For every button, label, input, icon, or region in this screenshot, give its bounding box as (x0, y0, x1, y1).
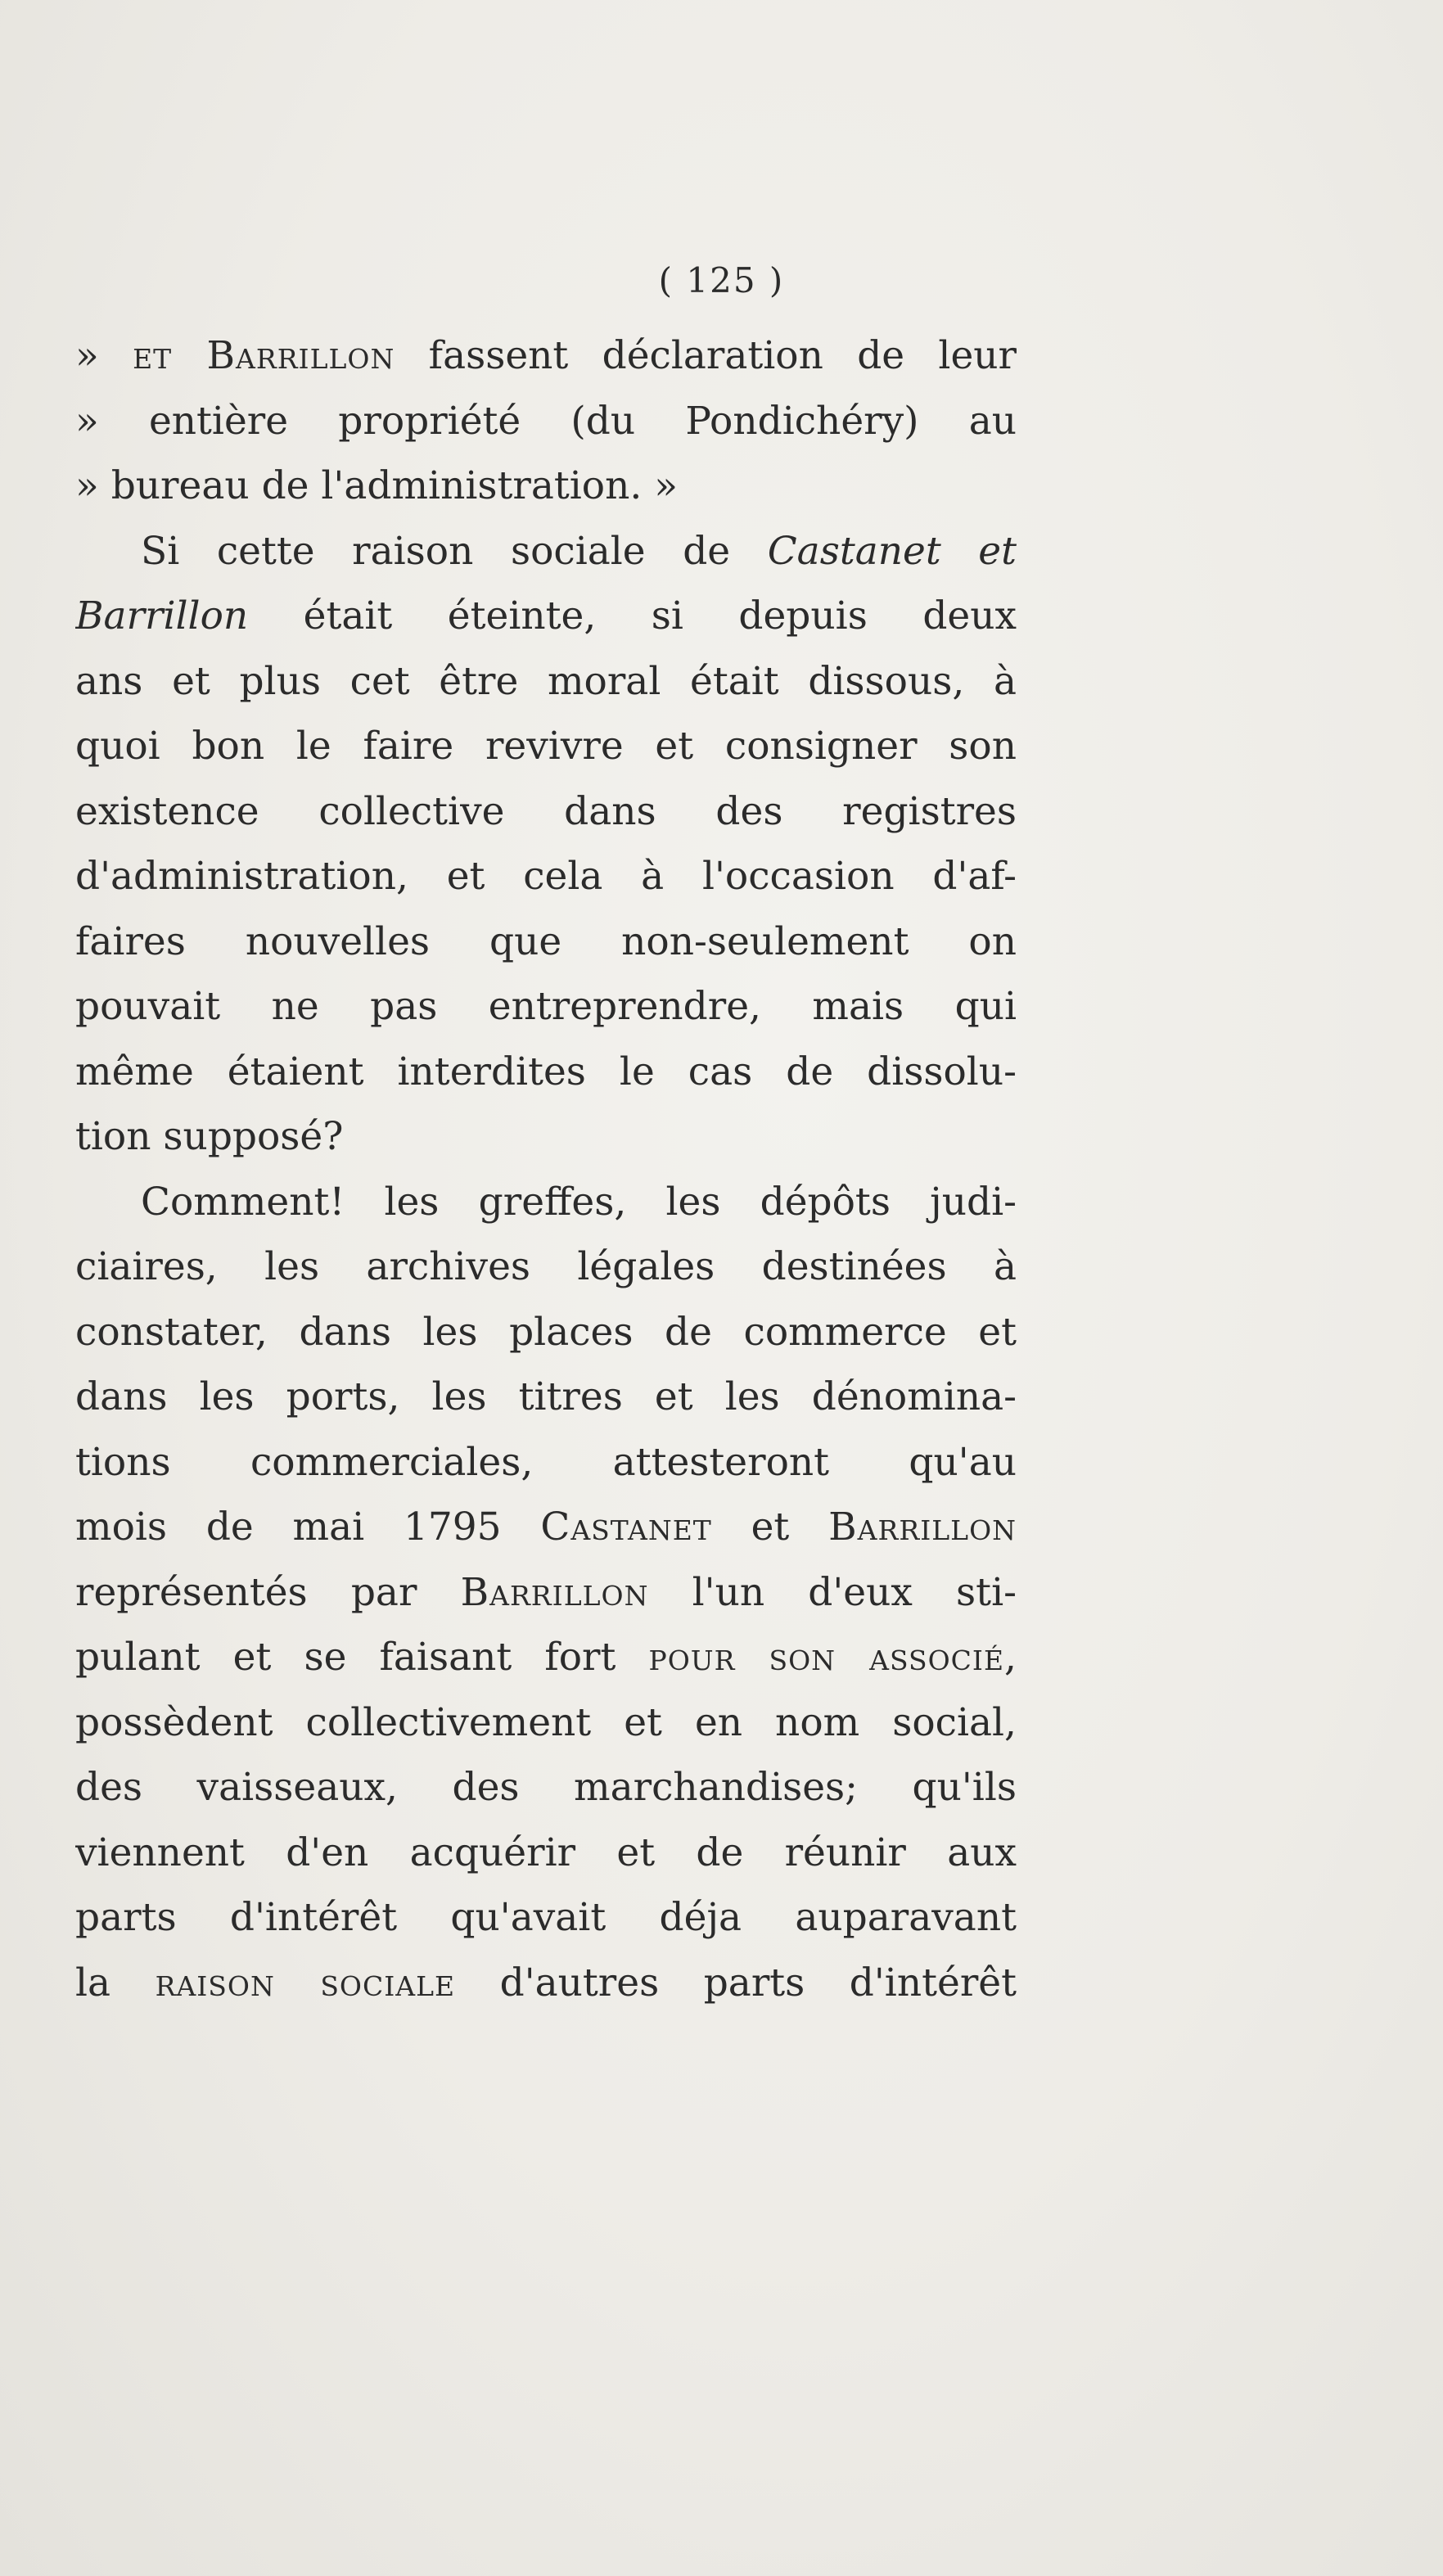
text-line (75, 974, 1017, 1040)
text-line (75, 1885, 1017, 1951)
text-segment: viennent d'en acquérir et de réunir aux (75, 1829, 1017, 1875)
text-segment: Si cette raison sociale de (141, 528, 768, 574)
text-line (75, 1820, 1017, 1886)
text-segment: d'autres parts d'intérêt (455, 1960, 1017, 2005)
text-segment: dans les ports, les titres et les dénomina- (75, 1374, 1017, 1419)
text-segment: et (711, 1505, 829, 1550)
text-line (75, 1170, 1017, 1235)
text-line (75, 453, 1017, 519)
text-segment: tions commerciales, attesteront qu'au (75, 1439, 1017, 1485)
text-segment: raison sociale (155, 1960, 456, 2005)
text-line (75, 519, 1017, 584)
text-line (75, 649, 1017, 715)
text-segment: Castanet (540, 1505, 712, 1550)
text-segment: et Barrillon (133, 333, 395, 378)
text-segment: fassent déclaration de leur (395, 333, 1017, 378)
text-line (75, 1365, 1017, 1430)
text-segment: quoi bon le faire revivre et consigner son (75, 724, 1017, 769)
text-segment: ciaires, les archives légales destinées à (75, 1244, 1017, 1289)
text-segment: » entière propriété (du Pondichéry) au (75, 398, 1017, 444)
text-line (75, 909, 1017, 975)
text-segment: pulant et se faisant fort (75, 1635, 649, 1680)
text-segment: la (75, 1960, 156, 2005)
text-segment: parts d'intérêt qu'avait déja auparavant (75, 1895, 1017, 1940)
text-line (75, 389, 1017, 454)
text-segment: ans et plus cet être moral était dissous, à (75, 658, 1017, 704)
body-text (75, 323, 1017, 2015)
text-line (75, 1234, 1017, 1300)
text-segment: Barrillon (828, 1505, 1017, 1550)
text-line (75, 1951, 1017, 2016)
text-line (75, 584, 1017, 649)
text-line (75, 1104, 1017, 1170)
text-segment: tion supposé? (75, 1114, 344, 1159)
text-segment: » bureau de l'administration. » (75, 463, 678, 508)
text-segment: constater, dans les places de commerce et (75, 1309, 1017, 1355)
text-segment: même étaient interdites le cas de dissolu- (75, 1049, 1017, 1094)
text-line (75, 714, 1017, 779)
text-segment: Barrillon (75, 593, 249, 638)
text-segment: pouvait ne pas entreprendre, mais qui (75, 984, 1017, 1029)
text-segment: l'un d'eux sti- (648, 1569, 1017, 1615)
text-segment: existence collective dans des registres (75, 788, 1017, 834)
text-line (75, 844, 1017, 909)
text-segment: des vaisseaux, des marchandises; qu'ils (75, 1765, 1017, 1810)
text-segment: faires nouvelles que non-seulement on (75, 918, 1017, 964)
text-segment: possèdent collectivement et en nom social, (75, 1699, 1017, 1745)
text-line (75, 1690, 1017, 1756)
text-line (75, 1040, 1017, 1105)
text-segment: Barrillon (460, 1569, 649, 1615)
text-line (75, 323, 1017, 389)
text-segment: représentés par (75, 1569, 461, 1615)
text-segment: , (1004, 1635, 1017, 1680)
text-line (75, 1560, 1017, 1626)
text-line (75, 1430, 1017, 1496)
text-line (75, 1495, 1017, 1560)
text-line (75, 1625, 1017, 1690)
text-segment: Comment! les greffes, les dépôts judi- (141, 1179, 1017, 1225)
page-number: ( 125 ) (658, 260, 785, 300)
text-line (75, 1755, 1017, 1820)
text-segment: Castanet et (767, 528, 1017, 574)
text-segment: mois de mai 1795 (75, 1505, 541, 1550)
text-line (75, 1300, 1017, 1365)
text-line (75, 779, 1017, 845)
text-segment: pour son associé (648, 1635, 1005, 1680)
text-segment: » (75, 333, 133, 378)
text-segment: était éteinte, si depuis deux (248, 593, 1017, 638)
text-segment: d'administration, et cela à l'occasion d'af- (75, 854, 1017, 899)
